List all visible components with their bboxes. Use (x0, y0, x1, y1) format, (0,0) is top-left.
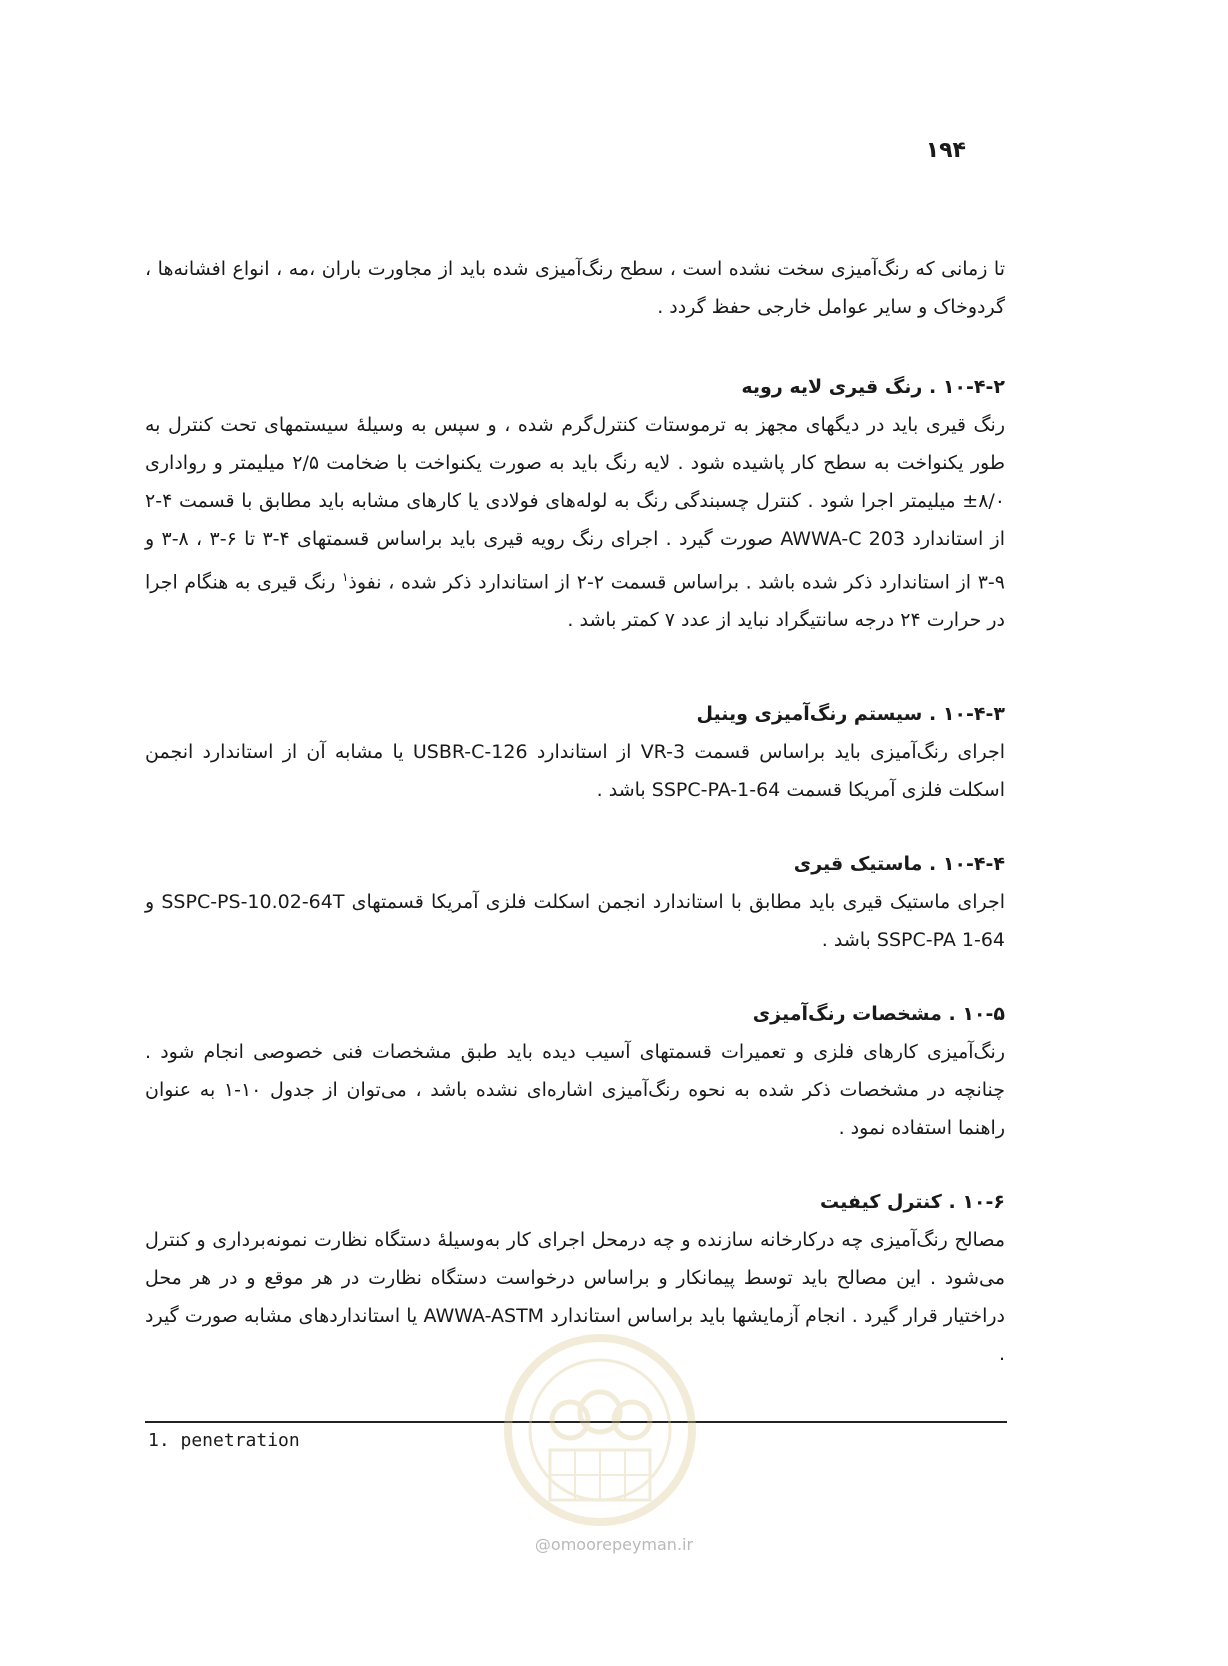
page-number: ۱۹۴ (925, 138, 966, 163)
section-10-4-3 (145, 695, 1005, 809)
seal-logo-icon (500, 1320, 700, 1540)
section-10-5 (145, 995, 1005, 1147)
document-body (145, 250, 1005, 1373)
section-body: مصالح رنگ‌آمیزی چه درکارخانه سازنده و چه درمحل اجرای کار به‌وسیله‌ٔ دستگاه نظارت نمونه‌برداری و کنترل می‌شود . این مصالح باید توسط پیمانکار و براساس درخواست دستگاه نظارت در هر موقع و در هر محل دراختیار قرار گیرد . انجام آزمایشها باید براساس استاندارد AWWA-ASTM یا استانداردهای مشابه صورت گیرد . (145, 1229, 1005, 1366)
section-body: اجرای رنگ‌آمیزی باید براساس قسمت VR-3 از استاندارد USBR-C-126 یا مشابه آن از استاندارد انجمن اسکلت فلزی آمریکا قسمت SSPC-PA-1-64 باشد . (145, 741, 1005, 802)
section-body-text: رنگ قیری باید در دیگهای مجهز به ترموستات کنترل‌گرم شده ، و سپس به وسیله‌ٔ سیستمهای تحت کنترل به طور یکنواخت به سطح کار پاشیده شود . لایه رنگ باید به صورت یکنواخت با ضخامت ۲/۵ میلیمتر و رواداری ۸/۰± میلیمتر اجرا شود . کنترل چسبندگی رنگ به لوله‌های فولادی یا کارهای مشابه باید مطابق با قسمت ۴-۲ از استاندارد AWWA-C 203 صورت گیرد . اجرای رنگ رویه قیری باید براساس قسمتهای ۴-۳ تا ۶-۳ ، ۸-۳ و ۹-۳ از استاندارد ذکر شده باشد . براساس قسمت ۲-۲ از استاندارد ذکر شده ، نفوذ (145, 414, 1006, 594)
section-body (145, 406, 1005, 639)
section-heading: ۱۰-۴-۴ . ماستیک قیری (793, 853, 1005, 876)
section-heading: ۱۰-۴-۳ . سیستم رنگ‌آمیزی وینیل (696, 703, 1005, 726)
section-body: رنگ‌آمیزی کارهای فلزی و تعمیرات قسمتهای آسیب دیده باید طبق مشخصات فنی خصوصی انجام شود . چنانچه در مشخصات ذکر شده به نحوه رنگ‌آمیزی اشاره‌ای نشده باشد ، می‌توان از جدول ۱۰-۱ به عنوان راهنما استفاده نمود . (145, 1041, 1005, 1140)
footnote: 1. penetration (148, 1430, 300, 1451)
intro-paragraph: تا زمانی که رنگ‌آمیزی سخت نشده است ، سطح رنگ‌آمیزی شده باید از مجاورت باران ،مه ، انواع افشانه‌ها ، گردوخاک و سایر عوامل خارجی حفظ گردد . (145, 258, 1005, 318)
footnote-marker: ۱ (341, 570, 349, 584)
section-body-text-end: رنگ قیری به هنگام اجرا در حرارت ۲۴ درجه سانتیگراد نباید از عدد ۷ کمتر باشد . (145, 571, 1005, 632)
section-10-4-4 (145, 845, 1005, 959)
section-heading: ۱۰-۶ . کنترل کیفیت (820, 1191, 1005, 1214)
section-10-4-2 (145, 368, 1005, 639)
section-body: اجرای ماستیک قیری باید مطابق با استاندارد انجمن اسکلت فلزی آمریکا قسمتهای SSPC-PS-10.02-64T و SSPC-PA 1-64 باشد . (145, 891, 1006, 952)
section-heading: ۱۰-۴-۲ . رنگ قیری لایه رویه (741, 376, 1005, 398)
section-heading: ۱۰-۵ . مشخصات رنگ‌آمیزی (752, 1003, 1005, 1026)
watermark-url: @omoorepeyman.ir (534, 1535, 694, 1554)
